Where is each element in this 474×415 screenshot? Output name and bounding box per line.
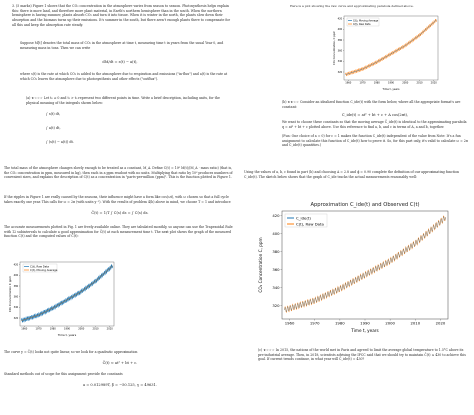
y-tick-label: 400 (272, 230, 280, 236)
total-mass-text: The total mass of the atmosphere changes slowly enough to be treated as a constant, M_A. Define C(t) = 10⁶ M(t)/(M_A · mass ratio) (that is, the CO₂ concentration in ppm, measured in kg), then each in a ppm readout with no units. Multiplying that ratio by 10⁶ produces numbers of convenient sizes, and explains the description of C(t) as a concentration in "parts-per-million (ppm)". This is the function plotted in Figure 1. (4, 166, 233, 180)
integral-a: ∫ a(t) dt, (46, 126, 61, 130)
suppose-text: Suppose M[t] denotes the total mass of CO₂ in the atmosphere at time t, measuring time t in years from the usual Year 0, and measuring mass in tons. Then we can write (20, 41, 224, 50)
caption-top: Here is a plot showing the raw curve and approximating parabola defined above. (290, 4, 414, 8)
y-tick-label: 360 (272, 266, 280, 272)
main-xlabel: Time t, years (351, 328, 379, 333)
part-c: (c) ★☆☆☆ In 2015, the nations of the world met in Paris and agreed to limit the average global temperature to 1.5°C above its pre-industrial average. Then, in 2018, scientists advising the IPCC said that we should try to maintain C̄(t) ≤ 430 to achieve this goal. If current trends continue, in what year will C̄_ide(t) = 430? (258, 348, 466, 362)
y-tick-label: 360 (337, 49, 343, 53)
x-tick-label: 1990 (63, 327, 71, 331)
top-xlabel: Time t, years (382, 88, 400, 91)
x-tick-label: 2000 (385, 320, 395, 326)
part-a: (a) ★☆☆☆ Let t₀ ≥ 0 and t₁ > t₀ represent two different points in time. Write a brief description, including units, for the physical meaning of the integrals shown below: (26, 96, 220, 105)
x-tick-label: 2020 (430, 81, 437, 85)
main-chart-svg (248, 200, 466, 335)
part-b: (b) ★★☆☆ Consider an idealized function C_ide(t) with the form below, where all the appropriate format's are constant: (282, 100, 461, 109)
x-tick-label: 1990 (360, 320, 370, 326)
x-tick-label: 1970 (359, 81, 366, 85)
ideal-eq: C_ide(t) = at² + bt + c + A cos(2πt), (341, 113, 409, 117)
curve-text: The curve y = C̄(t) looks not quite linear, so we look for a quadratic approximation (4, 350, 138, 354)
y-tick-label: 360 (13, 295, 19, 299)
y-tick-label: 320 (13, 316, 19, 320)
y-tick-label: 340 (337, 60, 343, 64)
y-tick-label: 380 (272, 248, 280, 254)
main-chart-title: Approximation C_ide(t) and Observed C(t) (310, 202, 420, 208)
x-tick-label: 1960 (345, 81, 352, 85)
left-legend-2: C(t), Moving Average (30, 269, 58, 272)
y-tick-label: 420 (337, 17, 343, 21)
left-xlabel: Time t, years (57, 333, 77, 337)
top-legend-2: C(t), Raw Data (353, 23, 371, 26)
y-tick-label: 320 (272, 302, 280, 308)
top-legend-1: C(t), Moving Average (353, 19, 379, 23)
x-tick-label: 2010 (416, 81, 423, 85)
eq-dm-dt: dM/dt = s(t) − a(t), (102, 60, 138, 64)
left-chart-svg (6, 258, 118, 338)
integral-s-minus-a: ∫ (s(t) − a(t)) dt. (46, 140, 74, 144)
where-text: where s(t) is the rate at which CO₂ is added to the atmosphere due to respiration and emissions ("in-flux") and a(t) is the rate at which CO₂ leaves the atmosphere due to photosynthesis and other effects ("outflux"). (20, 72, 228, 81)
y-tick-label: 400 (337, 28, 343, 32)
integral-s: ∫ s(t) dt, (46, 112, 61, 116)
main-ylabel: CO₂ Concentration C, ppm (258, 237, 263, 293)
top-right-chart (330, 12, 442, 94)
top-ylabel: CO₂ Concentration, C ppm (333, 30, 336, 66)
part-b-text3: (Fun: One choice of a = 0) for c = 1 makes the function C_ide(t) independent of the value from Note: It's a fun assignment to calculate this function of C_ide(t) how to prove it. So, for this part only, it's valid to calculate ω = 2π and C_ide(t) quantities.) (282, 134, 468, 148)
y-tick-label: 380 (337, 38, 343, 42)
x-tick-label: 1960 (21, 327, 28, 331)
using-text: Using the values of a, b, c found in part (b) and choosing A = 2.8 and ϕ = 0.90 complete the definition of our approximating function C_ide(t). The sketch below shows that the graph of C_ide tracks the actual measurements reasonably well: (244, 170, 460, 179)
x-tick-label: 2000 (402, 81, 409, 85)
moving-average-eq: C̄(t) = 1/T ∫ C(s) ds = ∫ C(s) ds. (91, 211, 149, 215)
x-tick-label: 1970 (35, 327, 42, 331)
y-tick-label: 380 (13, 284, 19, 288)
main-legend-1: C_ide(t) (296, 215, 311, 221)
x-tick-label: 1980 (49, 327, 56, 331)
q3-intro: 3. (5 marks) Figure 1 shows that the CO₂ concentration in the atmosphere varies from season to season. Photosynthesis helps explain this: there is more land, and therefore more plant material, in Earth's northern hemisphere than in the south. When the northern hemisphere is having summer, plants absorb CO₂ and turn it into tissue. When it is winter in the north, the plants slow down their absorption and the biomass turns up their emissions. It's summer in the south, but there aren't enough plants there to compensate for all this and keep the absorption rate steady. (12, 4, 231, 27)
x-tick-label: 1970 (309, 320, 320, 326)
main-chart (248, 200, 466, 335)
y-tick-label: 420 (13, 263, 19, 267)
y-tick-label: 340 (13, 306, 19, 310)
quadratic-eq: C̄(t) ≈ at² + bt + c. (102, 361, 138, 365)
x-tick-label: 1980 (373, 81, 380, 85)
left-legend-1: C(t), Raw Data (30, 265, 49, 269)
top-right-chart-svg (330, 12, 442, 94)
x-tick-label: 2010 (410, 320, 421, 326)
ripples-text: If the ripples in Figure 1 are really caused by the seasons, their influence might have a form like cos(ωt), with ω chosen so that a full cycle takes exactly one year. This calls for ω = 2π (with units y⁻¹). With the results of problem 4(b) above in mind, we choose T = 1 and introduce (4, 195, 231, 204)
y-tick-label: 340 (272, 284, 280, 290)
y-tick-label: 320 (337, 70, 343, 74)
main-legend-2: C(t), Raw Data (296, 221, 324, 227)
std-methods-text: Standard methods out of scope for this assignment provide the constants (4, 372, 123, 376)
part-b-text2: We want to choose these constants so that the moving average C̄_ide(t) is identical to the approximating parabola q = at² + bt + c plotted above. Use this reference to find a, b, and c in terms of A, a and b, together. (282, 120, 467, 129)
x-tick-label: 2020 (106, 327, 113, 331)
accurate-text: The accurate measurements plotted in Fig. 1 are freely available online. They are tabulated monthly, so anyone can use the Trapezoidal Rule with 12 subintervals to calculate a good approximation for C̄(t) at each measurement time t. The next plot shows the graph of the measured function C(t) and the computed values of C̄(t): (4, 225, 233, 239)
x-tick-label: 1990 (387, 81, 395, 85)
left-chart (6, 258, 118, 338)
y-tick-label: 420 (272, 212, 280, 218)
left-ylabel: CO₂ Concentration C ppm (8, 276, 12, 312)
constants-eq: a = 0.012989T, β = −50.125, γ = 49631. (82, 383, 157, 387)
x-tick-label: 2020 (435, 320, 446, 326)
x-tick-label: 2000 (78, 327, 85, 331)
x-tick-label: 1980 (335, 320, 345, 326)
x-tick-label: 2010 (92, 327, 99, 331)
y-tick-label: 400 (13, 274, 19, 278)
x-tick-label: 1960 (284, 320, 295, 326)
